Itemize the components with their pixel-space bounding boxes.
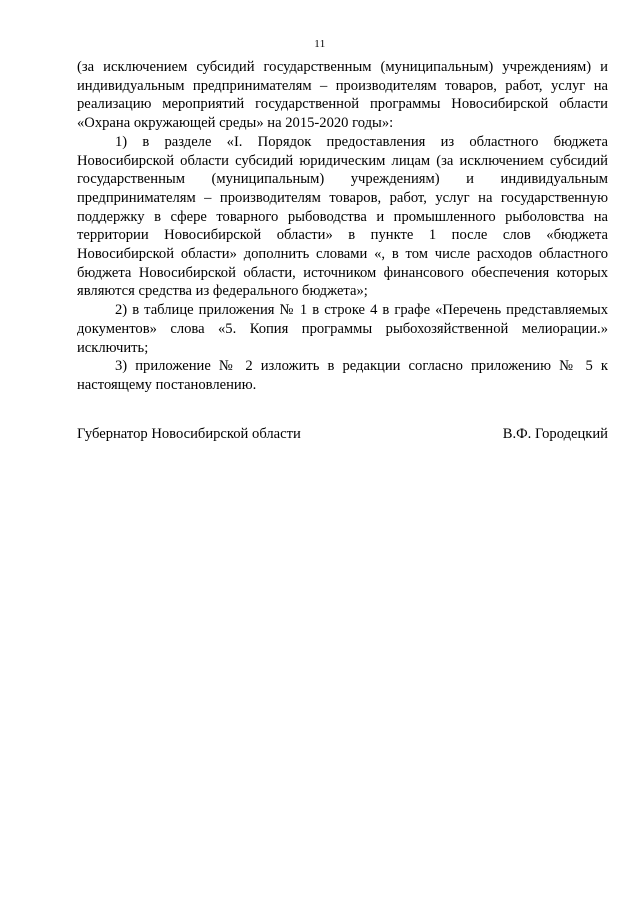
signature-block bbox=[77, 425, 608, 444]
signatory-name: В.Ф. Городецкий bbox=[502, 426, 608, 442]
document-body bbox=[77, 58, 608, 395]
paragraph-item-1: 1) в разделе «I. Порядок предоставления из областного бюджета Новосибирской области субсидий юридическим лицам (за исключением субсидий государственным (муниципальным) учреждениям) и индивидуальным предпринимателям – производителям товаров, работ, услуг на государственную поддержку в сфере товарного рыбоводства и промышленного рыболовства на территории Новосибирской области» в пункте 1 после слов «бюджета Новосибирской области» дополнить словами «, в том числе расходов областного бюджета Новосибирской области, источником финансового обеспечения которых являются средства из федерального бюджета»; bbox=[77, 133, 608, 300]
paragraph-item-3: 3) приложение № 2 изложить в редакции согласно приложению № 5 к настоящему постановлению. bbox=[77, 358, 608, 393]
paragraph-intro-continuation: (за исключением субсидий государственным (муниципальным) учреждениям) и индивидуальным предпринимателям – производителям товаров, работ, услуг на реализацию мероприятий государственной программы Новосибирской области «Охрана окружающей среды» на 2015-2020 годы»: bbox=[77, 59, 608, 132]
page-number: 11 bbox=[314, 38, 326, 50]
signatory-position: Губернатор Новосибирской области bbox=[77, 426, 301, 442]
paragraph-item-2: 2) в таблице приложения № 1 в строке 4 в графе «Перечень представляемых документов» слова «5. Копия программы рыбохозяйственной мелиорации.» исключить; bbox=[77, 302, 608, 356]
